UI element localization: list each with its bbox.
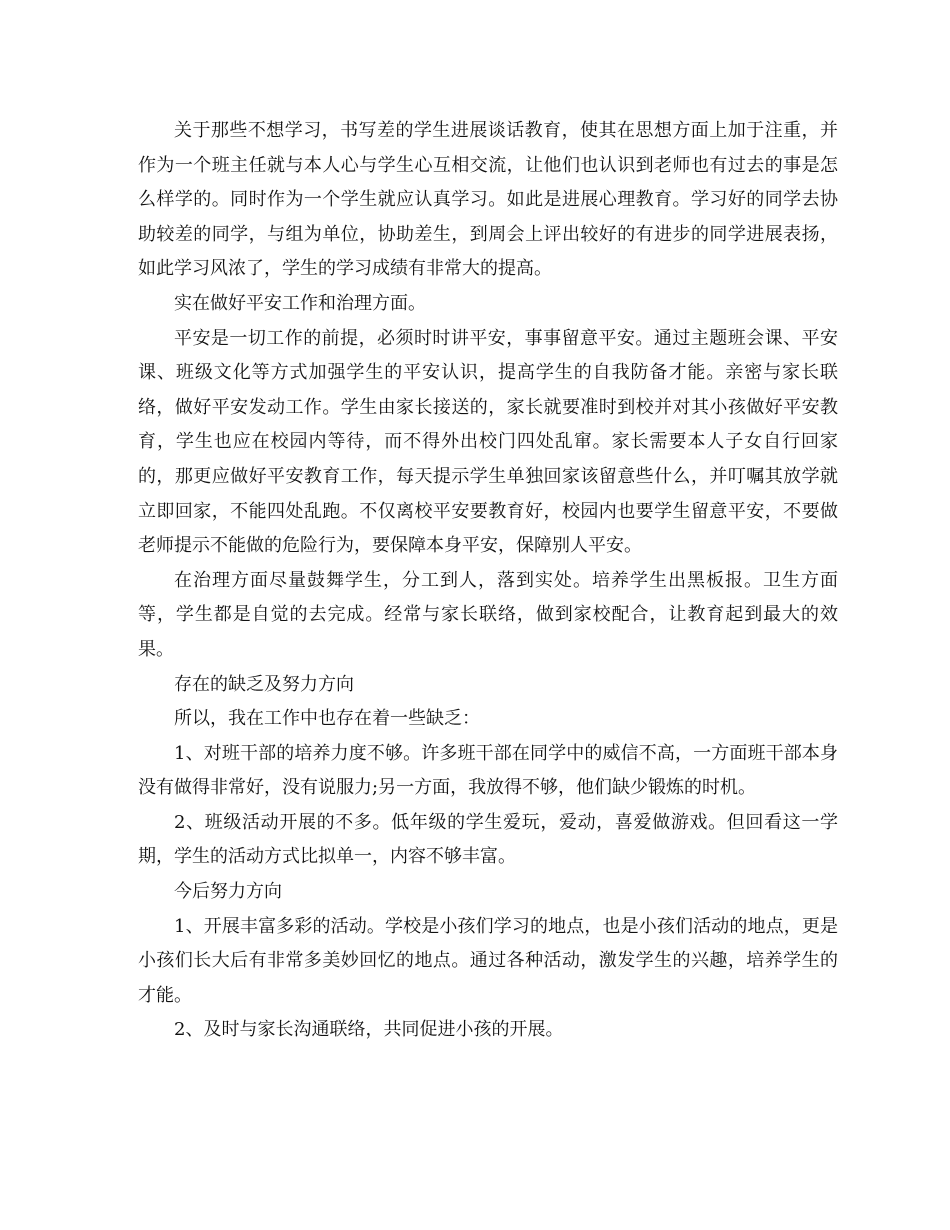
paragraph-shortcomings-heading: 存在的缺乏及努力方向 [174,673,354,695]
paragraph-management: 在治理方面尽量鼓舞学生，分工到人，落到实处。培养学生出黑板报。卫生方面等，学生都是自觉的去完成。经常与家长联络，做到家校配合，让教育起到最大的效果。 [138,569,838,660]
paragraph-safety-management-heading: 实在做好平安工作和治理方面。 [174,292,426,314]
paragraph-future-direction-heading: 今后努力方向 [174,881,282,903]
paragraph-shortcomings-intro: 所以，我在工作中也存在着一些缺乏： [174,708,480,730]
paragraph-safety-work: 平安是一切工作的前提，必须时时讲平安，事事留意平安。通过主题班会课、平安课、班级文化等方式加强学生的平安认识，提高学生的自我防备才能。亲密与家长联络，做好平安发动工作。学生由家长接送的，家长就要准时到校并对其小孩做好平安教育，学生也应在校园内等待，而不得外出校门四处乱窜。家长需要本人子女自行回家的，那更应做好平安教育工作，每天提示学生单独回家该留意些什么，并叮嘱其放学就立即回家，不能四处乱跑。不仅离校平安要教育好，校园内也要学生留意平安，不要做老师提示不能做的危险行为，要保障本身平安，保障别人平安。 [138,327,838,557]
paragraph-future-direction-1: 1、开展丰富多彩的活动。学校是小孩们学习的地点，也是小孩们活动的地点，更是小孩们长大后有非常多美妙回忆的地点。通过各种活动，激发学生的兴趣，培养学生的才能。 [138,915,838,1006]
document-body [138,114,838,1048]
paragraph-student-talk-education: 关于那些不想学习，书写差的学生进展谈话教育，使其在思想方面上加于注重，并作为一个班主任就与本人心与学生心互相交流，让他们也认识到老师也有过去的事是怎么样学的。同时作为一个学生就应认真学习。如此是进展心理教育。学习好的同学去协助较差的同学，与组为单位，协助差生，到周会上评出较好的有进步的同学进展表扬，如此学习风浓了，学生的学习成绩有非常大的提高。 [138,120,838,280]
paragraph-shortcoming-1: 1、对班干部的培养力度不够。许多班干部在同学中的威信不高，一方面班干部本身没有做得非常好，没有说服力;另一方面，我放得不够，他们缺少锻炼的时机。 [138,742,838,799]
paragraph-future-direction-2: 2、及时与家长沟通联络，共同促进小孩的开展。 [174,1019,564,1041]
paragraph-shortcoming-2: 2、班级活动开展的不多。低年级的学生爱玩，爱动，喜爱做游戏。但回看这一学期，学生的活动方式比拟单一，内容不够丰富。 [138,811,838,868]
